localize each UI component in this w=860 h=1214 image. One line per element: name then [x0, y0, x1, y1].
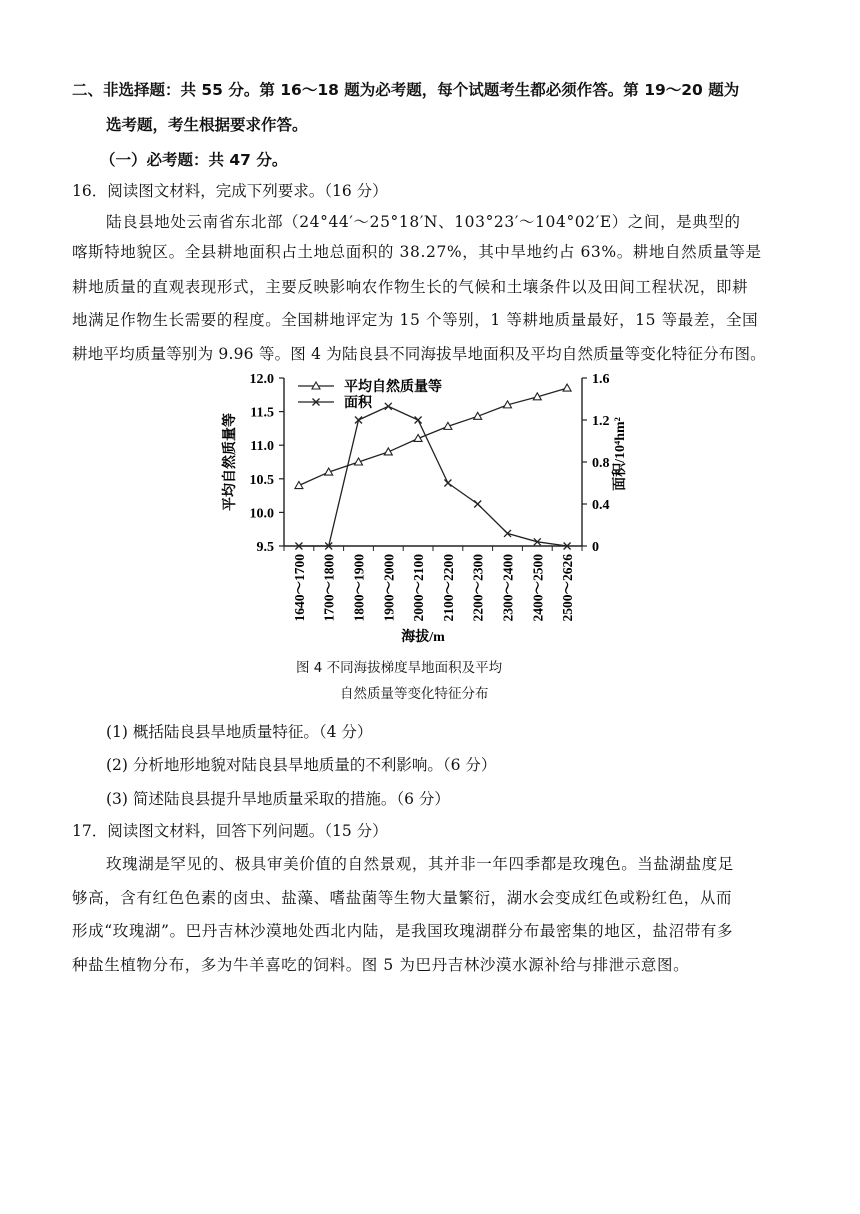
- area-point: [504, 530, 511, 537]
- area-point: [415, 417, 422, 424]
- chart-ticks: [250, 372, 610, 622]
- right-tick-label: 0: [592, 540, 599, 555]
- q16-sub-question-1: (1) 概括陆良县旱地质量特征。（4 分）: [106, 723, 373, 741]
- right-tick-label: 0.8: [592, 456, 610, 471]
- q16-passage-line: 耕地平均质量等别为 9.96 等。图 4 为陆良县不同海拔旱地面积及平均自然质量等变化特征分布图。: [72, 345, 766, 363]
- section-heading-line1: 二、非选择题：共 55 分。第 16～18 题为必考题，每个试题考生都必须作答。第 19～20 题为: [72, 81, 740, 99]
- left-tick-label: 12.0: [249, 372, 274, 387]
- q16-passage-line: 耕地质量的直观表现形式，主要反映影响农作物生长的气候和土壤条件以及田间工程状况，即耕: [72, 278, 749, 296]
- q16-title: 16．阅读图文材料，完成下列要求。（16 分）: [72, 182, 388, 200]
- x-axis-label: 海拔/m: [401, 630, 445, 645]
- q17-passage-line: 玫瑰湖是罕见的、极具审美价值的自然景观，其并非一年四季都是玫瑰色。当盐湖盐度足: [106, 855, 734, 873]
- x-tick-label: 2400～2500: [530, 554, 546, 622]
- q16-sub-question-3: (3) 简述陆良县提升旱地质量采取的措施。（6 分）: [106, 790, 450, 808]
- legend-label-quality: 平均自然质量等: [344, 380, 442, 395]
- x-tick-label: 1640～1700: [291, 554, 307, 622]
- area-point: [385, 403, 392, 410]
- left-tick-label: 10.0: [249, 506, 274, 522]
- q17-passage-line: 够高，含有红色色素的卤虫、盐藻、嗜盐菌等生物大量繁衍，湖水会变成红色或粉红色，从而: [72, 889, 733, 907]
- area-line: [299, 406, 567, 546]
- chart-lines: [295, 384, 571, 549]
- left-tick-label: 9.5: [256, 540, 274, 555]
- x-tick-label: 1900～2000: [381, 554, 397, 622]
- x-tick-label: 2000～2100: [411, 554, 427, 622]
- q16-passage-line: 陆良县地处云南省东北部（24°44′～25°18′N、103°23′～104°02′E）之间，是典型的: [106, 213, 741, 231]
- y-axis-label-right: 面积/10⁴hm²: [613, 417, 628, 491]
- q17-title: 17．阅读图文材料，回答下列问题。（15 分）: [72, 822, 388, 840]
- q16-passage-line: 喀斯特地貌区。全县耕地面积占土地总面积的 38.27%，其中旱地约占 63%。耕地自然质量等是: [72, 243, 762, 261]
- x-tick-label: 2300～2400: [500, 554, 516, 622]
- legend-label-area: 面积: [344, 396, 372, 411]
- y-axis-label-left: 平均自然质量等: [223, 413, 238, 511]
- right-tick-label: 1.6: [592, 372, 610, 387]
- sub-heading: （一）必考题：共 47 分。: [100, 151, 288, 169]
- q17-passage-line: 种盐生植物分布，多为牛羊喜吃的饲料。图 5 为巴丹吉林沙漠水源补给与排泄示意图。: [72, 956, 690, 974]
- x-tick-label: 2100～2200: [440, 554, 456, 622]
- right-tick-label: 1.2: [592, 414, 610, 429]
- q17-passage-line: 形成“玫瑰湖”。巴丹吉林沙漠地处西北内陆，是我国玫瑰湖群分布最密集的地区，盐沼带有多: [72, 922, 734, 940]
- section-heading-line2: 选考题，考生根据要求作答。: [106, 116, 308, 134]
- chart-axes: [284, 378, 582, 546]
- chart-legend: [298, 378, 442, 411]
- x-tick-label: 1700～1800: [321, 554, 337, 622]
- q16-passage-line: 地满足作物生长需要的程度。全国耕地评定为 15 个等别，1 等耕地质量最好，15 等最差，全国: [72, 311, 759, 329]
- q16-sub-question-2: (2) 分析地形地貌对陆良县旱地质量的不利影响。（6 分）: [106, 756, 497, 774]
- right-tick-label: 0.4: [592, 498, 610, 513]
- left-tick-label: 10.5: [249, 472, 274, 488]
- x-tick-label: 1800～1900: [351, 554, 367, 622]
- area-point: [474, 501, 481, 508]
- figure-4-chart: [210, 362, 640, 652]
- area-point: [444, 480, 451, 487]
- left-tick-label: 11.5: [250, 405, 274, 421]
- left-tick-label: 11.0: [250, 439, 274, 455]
- x-tick-label: 2500～2626: [560, 554, 576, 622]
- quality-grade-point: [384, 448, 392, 455]
- x-tick-label: 2200～2300: [470, 554, 486, 622]
- quality-grade-line: [299, 388, 567, 485]
- quality-grade-point: [295, 482, 303, 489]
- figure-caption-line2: 自然质量等变化特征分布: [340, 686, 489, 702]
- figure-caption-line1: 图 4 不同海拔梯度旱地面积及平均: [296, 660, 503, 676]
- quality-grade-point: [563, 384, 571, 391]
